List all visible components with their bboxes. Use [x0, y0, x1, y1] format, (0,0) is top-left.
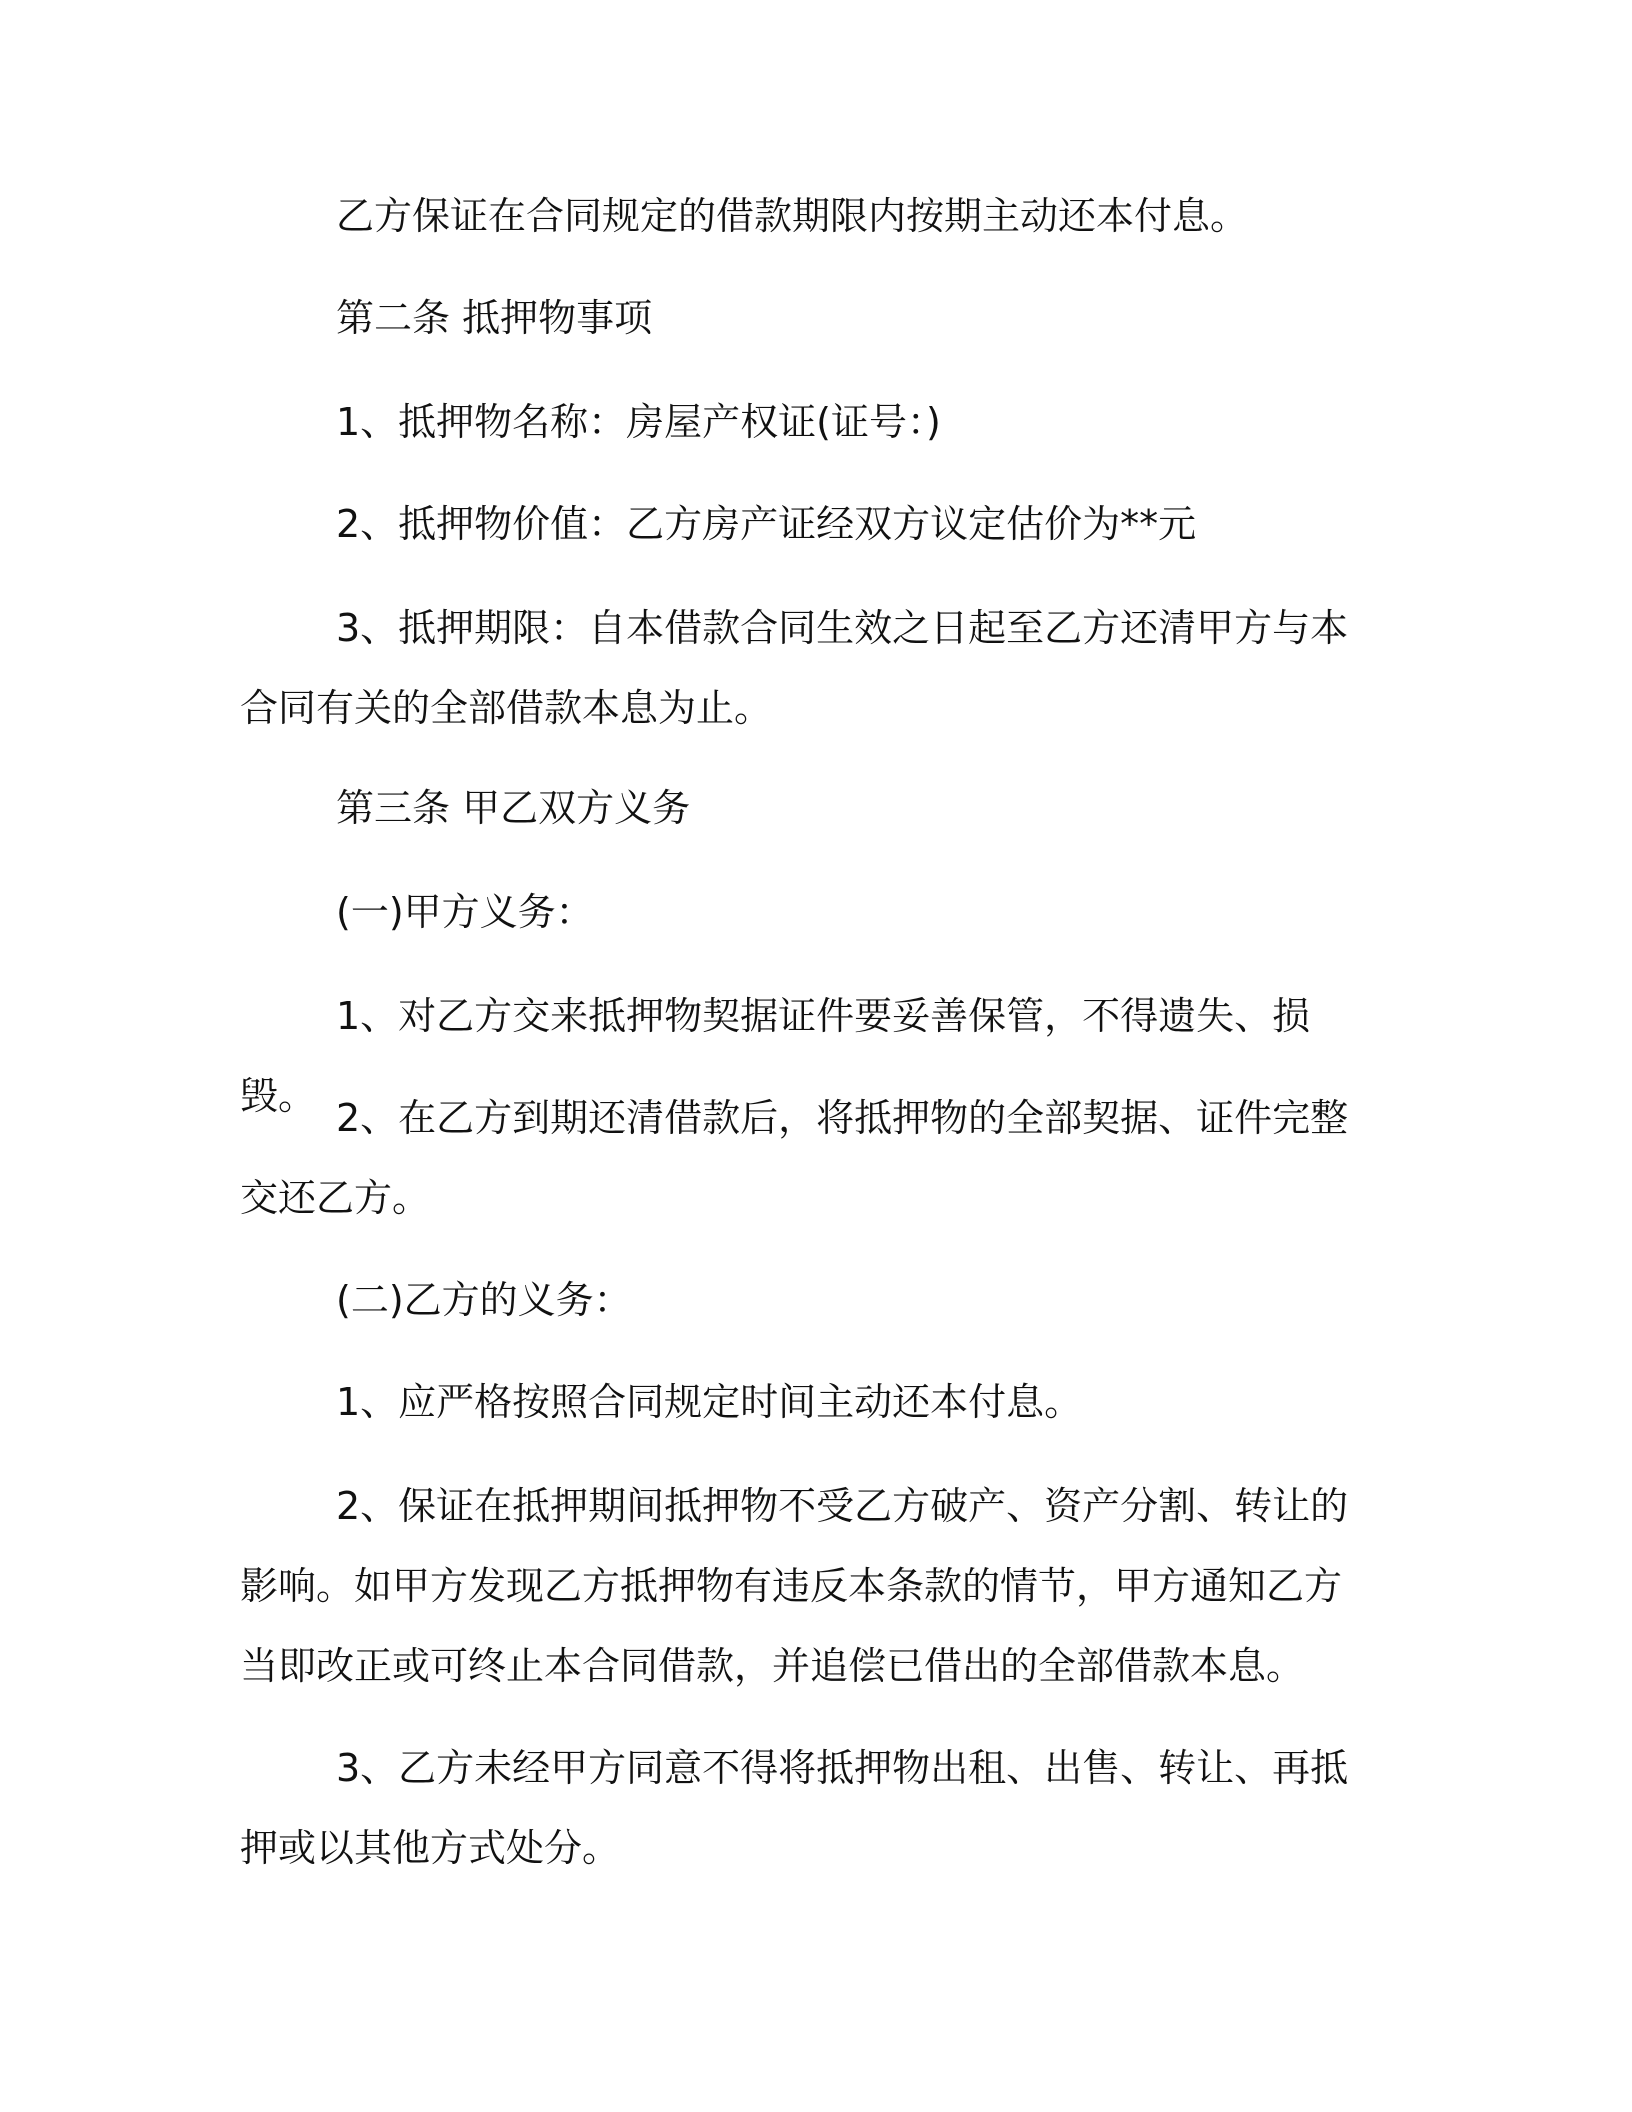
paragraph-party-b-obligation-2: 2、保证在抵押期间抵押物不受乙方破产、资产分割、转让的影响。如甲方发现乙方抵押物有违反本条款的情节，甲方通知乙方当即改正或可终止本合同借款，并追偿已借出的全部借款本息。 — [240, 1484, 1349, 1688]
paragraph-repayment-guarantee: 乙方保证在合同规定的借款期限内按期主动还本付息。 — [336, 194, 1249, 238]
paragraph-party-a-obligation-1: 1、对乙方交来抵押物契据证件要妥善保管，不得遗失、损毁。 — [240, 994, 1311, 1118]
paragraph-collateral-term: 3、抵押期限：自本借款合同生效之日起至乙方还清甲方与本合同有关的全部借款本息为止。 — [240, 606, 1349, 730]
paragraph-collateral-name: 1、抵押物名称：房屋产权证(证号：) — [336, 400, 941, 444]
paragraph-collateral-value: 2、抵押物价值：乙方房产证经双方议定估价为**元 — [336, 502, 1197, 546]
heading-article-3: 第三条 甲乙双方义务 — [336, 786, 691, 830]
heading-article-2: 第二条 抵押物事项 — [336, 296, 653, 340]
heading-party-b-obligations: (二)乙方的义务： — [336, 1278, 632, 1322]
paragraph-party-a-obligation-2: 2、在乙方到期还清借款后，将抵押物的全部契据、证件完整交还乙方。 — [240, 1096, 1349, 1220]
paragraph-party-b-obligation-3: 3、乙方未经甲方同意不得将抵押物出租、出售、转让、再抵押或以其他方式处分。 — [240, 1746, 1349, 1870]
heading-party-a-obligations: (一)甲方义务： — [336, 890, 594, 934]
paragraph-party-b-obligation-1: 1、应严格按照合同规定时间主动还本付息。 — [336, 1380, 1083, 1424]
